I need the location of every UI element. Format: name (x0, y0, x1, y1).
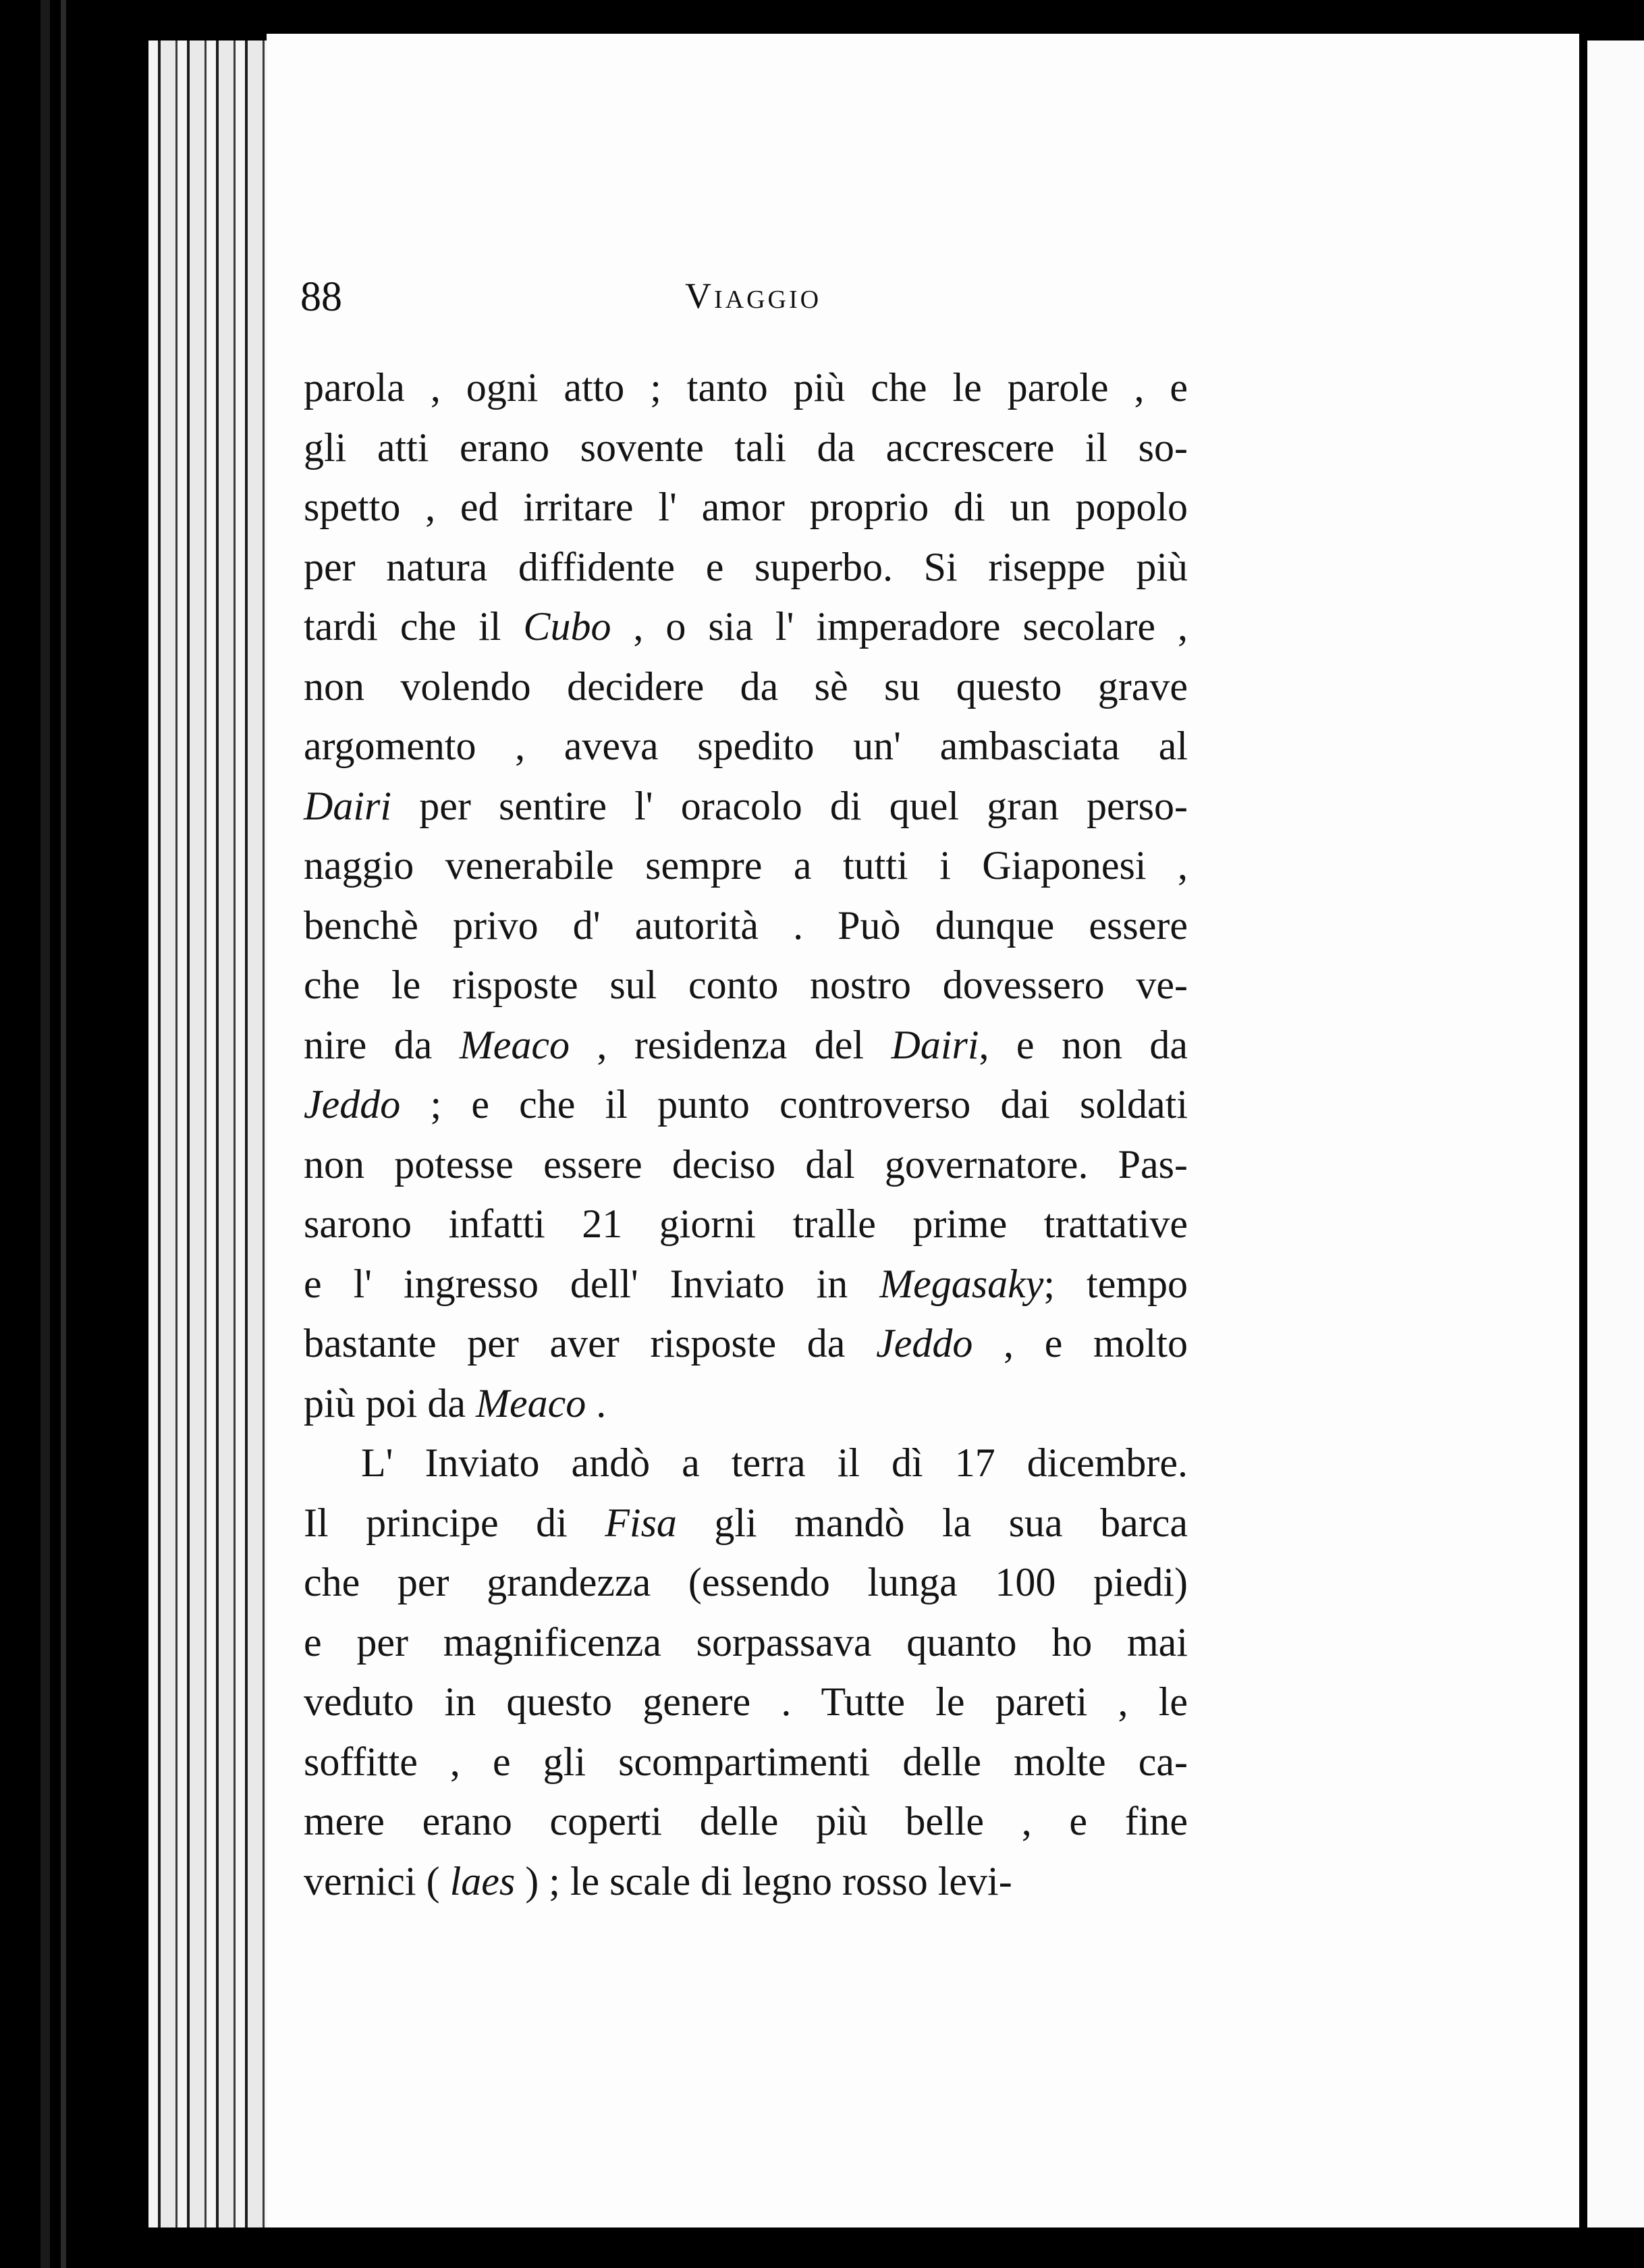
book-page-edges (148, 40, 267, 2228)
text-run: ) ; le scale di legno rosso levi- (515, 1858, 1012, 1904)
text-line (304, 1015, 1188, 1075)
text-line (304, 597, 1188, 657)
text-run: spetto , ed irritare l' amor proprio di un popolo (304, 485, 1188, 529)
text-line (304, 1493, 1188, 1553)
italic-text-run: Meaco (459, 1022, 570, 1067)
text-run: veduto in questo genere . Tutte le pareti , le (304, 1679, 1188, 1724)
text-line (304, 1613, 1188, 1673)
body-text (304, 358, 1188, 1911)
text-line (304, 1552, 1188, 1613)
text-run: parola , ogni atto ; tanto più che le parole , e (304, 365, 1188, 410)
text-run: ; tempo (1043, 1261, 1188, 1306)
italic-text-run: Jeddo (876, 1321, 973, 1366)
text-run: per natura diffidente e superbo. Si riseppe più (304, 544, 1188, 589)
italic-text-run: Meaco (475, 1380, 586, 1426)
text-line (304, 1791, 1188, 1852)
text-run: bastante per aver risposte da (304, 1321, 877, 1366)
italic-text-run: Fisa (605, 1500, 677, 1545)
text-run: più poi da (304, 1380, 476, 1426)
text-run: , o sia l' imperadore secolare , (611, 604, 1188, 649)
text-line (304, 1135, 1188, 1195)
italic-text-run: Dairi (891, 1022, 979, 1067)
text-run: naggio venerabile sempre a tutti i Giaponesi , (304, 843, 1188, 888)
page-header (300, 273, 1157, 348)
text-line (304, 1852, 1188, 1912)
facing-page-sliver (1587, 40, 1644, 2228)
text-run: gli mandò la sua barca (676, 1500, 1188, 1545)
text-run: . (586, 1380, 607, 1426)
text-line (304, 418, 1188, 478)
text-run: per sentire l' oracolo di quel gran perso- (391, 783, 1188, 828)
text-run: e l' ingresso dell' Inviato in (304, 1261, 880, 1306)
text-run: soffitte , e gli scompartimenti delle molte ca- (304, 1739, 1188, 1784)
text-run: vernici ( (304, 1858, 450, 1904)
text-line (304, 896, 1188, 956)
text-line (304, 657, 1188, 717)
text-run: tardi che il (304, 604, 524, 649)
page-number: 88 (300, 274, 342, 320)
text-run: L' Inviato andò a terra il dì 17 dicembre. (361, 1440, 1188, 1485)
text-line (304, 1314, 1188, 1374)
text-line (304, 1075, 1188, 1135)
text-run: che per grandezza (essendo lunga 100 piedi) (304, 1560, 1188, 1604)
italic-text-run: Cubo (523, 604, 611, 649)
text-run: nire da (304, 1022, 460, 1067)
italic-text-run: laes (449, 1858, 516, 1904)
text-run: non volendo decidere da sè su questo grave (304, 664, 1188, 709)
text-line (304, 1433, 1188, 1493)
text-run: gli atti erano sovente tali da accrescere il so- (304, 425, 1188, 470)
text-line (304, 1254, 1188, 1314)
text-line (304, 1374, 1188, 1434)
text-line (304, 358, 1188, 418)
text-line (304, 955, 1188, 1015)
text-run: Il principe di (304, 1500, 605, 1545)
text-line (304, 1732, 1188, 1792)
text-line (304, 1672, 1188, 1732)
text-line (304, 537, 1188, 597)
text-run: sarono infatti 21 giorni tralle prime trattative (304, 1202, 1188, 1246)
text-run: benchè privo d' autorità . Può dunque essere (304, 902, 1188, 948)
text-run: , e molto (972, 1321, 1188, 1366)
text-line (304, 776, 1188, 836)
text-line (304, 716, 1188, 776)
text-line (304, 477, 1188, 537)
text-run: mere erano coperti delle più belle , e fine (304, 1799, 1188, 1843)
text-run: non potesse essere deciso dal governatore. Pas- (304, 1141, 1188, 1187)
scan-border-left-inner (61, 0, 66, 2268)
text-run: ; e che il punto controverso dai soldati (400, 1082, 1188, 1127)
italic-text-run: Megasaky (879, 1261, 1044, 1306)
text-line (304, 1194, 1188, 1254)
scan-border-left (40, 0, 50, 2268)
italic-text-run: Dairi (304, 783, 392, 828)
text-run: , e non da (979, 1022, 1188, 1067)
text-run: argomento , aveva spedito un' ambasciata al (304, 724, 1188, 768)
text-run: , residenza del (570, 1022, 892, 1067)
text-run: che le risposte sul conto nostro dovessero ve- (304, 963, 1188, 1007)
italic-text-run: Jeddo (304, 1082, 401, 1127)
text-line (304, 836, 1188, 896)
text-run: e per magnificenza sorpassava quanto ho mai (304, 1619, 1188, 1665)
running-title: Viaggio (685, 275, 822, 316)
